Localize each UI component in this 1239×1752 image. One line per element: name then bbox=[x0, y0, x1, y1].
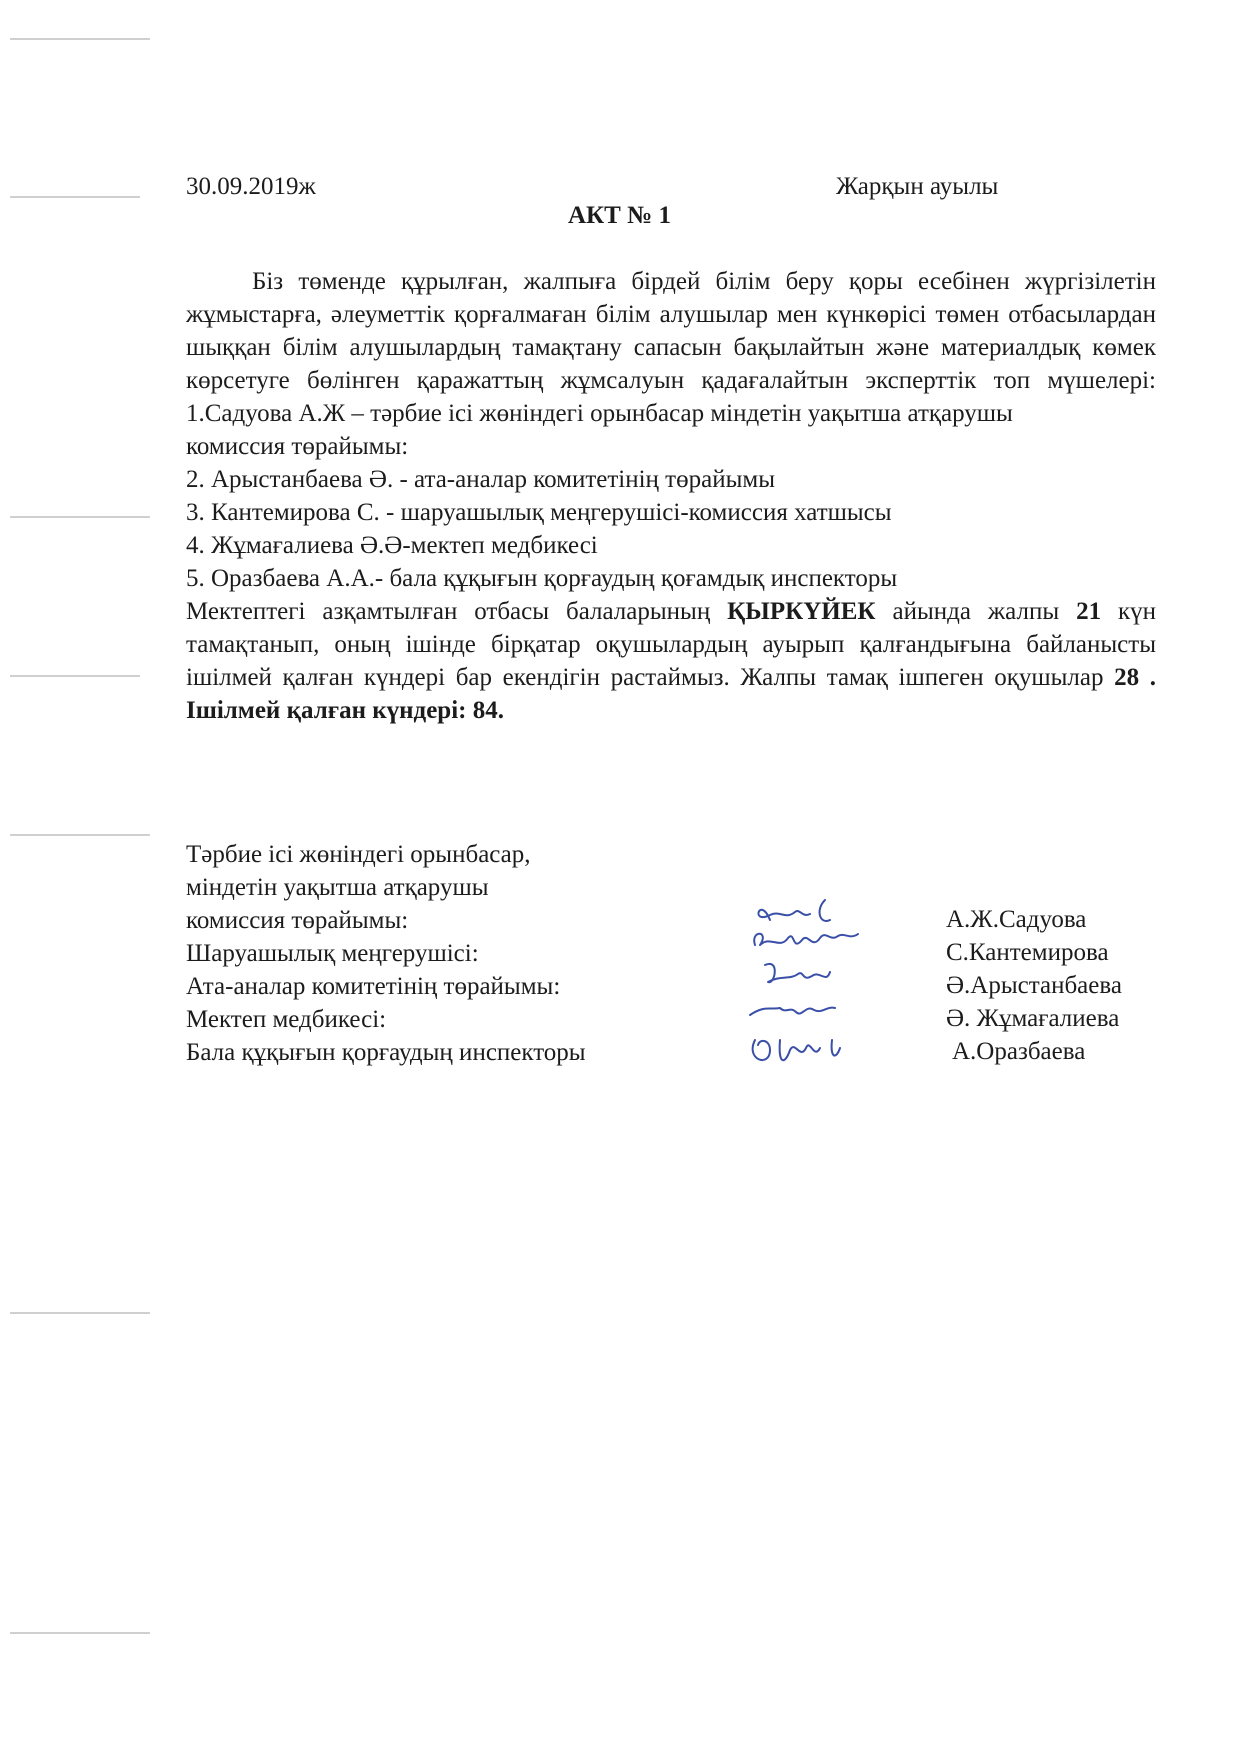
days-total: 21 bbox=[1076, 598, 1102, 625]
document-title: АКТ № 1 bbox=[568, 202, 671, 229]
scan-mark bbox=[10, 1632, 150, 1634]
member-line: 4. Жұмағалиева Ә.Ә-мектеп медбикесі bbox=[186, 532, 598, 559]
position-line: Бала құқығын қорғаудың инспекторы bbox=[186, 1039, 586, 1066]
signature-stroke bbox=[758, 900, 830, 921]
member-line: 1.Садуова А.Ж – тәрбие ісі жөніндегі орынбасар міндетін уақытша атқарушы bbox=[186, 400, 1013, 427]
signer-name: Ә.Арыстанбаева bbox=[946, 972, 1122, 999]
position-line: Шаруашылық меңгерушісі: bbox=[186, 940, 479, 967]
position-line: Ата-аналар комитетінің төрайымы: bbox=[186, 973, 561, 1000]
signature-stroke bbox=[750, 1008, 835, 1015]
signature-stroke bbox=[765, 964, 830, 982]
position-line: міндетін уақытша атқарушы bbox=[186, 874, 489, 901]
document-date: 30.09.2019ж bbox=[186, 173, 316, 200]
position-line: Мектеп медбикесі: bbox=[186, 1006, 387, 1033]
member-line: 5. Оразбаева А.А.- бала құқығын қорғаудың қоғамдық инспекторы bbox=[186, 565, 898, 592]
signature-names bbox=[946, 903, 1122, 1068]
signer-name: А.Оразбаева bbox=[952, 1038, 1086, 1065]
scan-mark bbox=[10, 196, 140, 198]
scan-mark bbox=[10, 516, 150, 518]
signer-name: С.Кантемирова bbox=[946, 939, 1109, 966]
conclusion-text: күн тамақтанып, оның ішінде бірқатар оқушылардың ауырып қалғандығына байланысты ішілмей қалған күндері бар екендігін растаймыз. Жалпы тамақ ішпеген оқушылар bbox=[186, 598, 1157, 691]
intro-paragraph: Біз төменде құрылған, жалпыға бірдей білім беру қоры есебінен жүргізілетін жұмыстарға, әлеуметтік қорғалмаған білім алушылар мен күнкөрісі төмен отбасылардан шыққан білім алушылардың тамақтану сапасын бақылайтын және материалдық көмек көрсетуге бөлінген қаражаттың жұмсалуын қадағалайтын эксперттік топ мүшелері: bbox=[186, 268, 1156, 394]
member-line: 3. Кантемирова С. - шаруашылық меңгерушісі-комиссия хатшысы bbox=[186, 499, 892, 526]
scan-mark bbox=[10, 675, 140, 677]
signature-stroke bbox=[754, 934, 858, 945]
member-line: комиссия төрайымы: bbox=[186, 433, 409, 460]
signer-name: Ә. Жұмағалиева bbox=[946, 1005, 1120, 1032]
conclusion-paragraph bbox=[186, 595, 1156, 727]
scan-mark bbox=[10, 834, 150, 836]
scan-mark bbox=[10, 38, 150, 40]
signature-stroke bbox=[753, 1040, 840, 1060]
document-place: Жарқын ауылы bbox=[836, 173, 999, 200]
scan-mark bbox=[10, 1312, 150, 1314]
position-line: комиссия төрайымы: bbox=[186, 907, 409, 934]
signer-name: А.Ж.Садуова bbox=[946, 906, 1087, 933]
signature-positions bbox=[186, 838, 586, 1069]
month-name: ҚЫРКҮЙЕК bbox=[727, 598, 876, 625]
conclusion-text: Мектептегі азқамтылған отбасы балаларының bbox=[186, 598, 711, 625]
member-line: 2. Арыстанбаева Ә. - ата-аналар комитетінің төрайымы bbox=[186, 466, 775, 493]
position-line: Тәрбие ісі жөніндегі орынбасар, bbox=[186, 841, 531, 868]
conclusion-text: айында жалпы bbox=[892, 598, 1060, 625]
students-count: 28 bbox=[1114, 664, 1140, 691]
missed-label: . Ішілмей қалған күндері: bbox=[186, 664, 1157, 724]
document-body bbox=[186, 265, 1156, 727]
handwritten-signatures bbox=[740, 890, 920, 1090]
missed-days: 84. bbox=[472, 697, 504, 724]
